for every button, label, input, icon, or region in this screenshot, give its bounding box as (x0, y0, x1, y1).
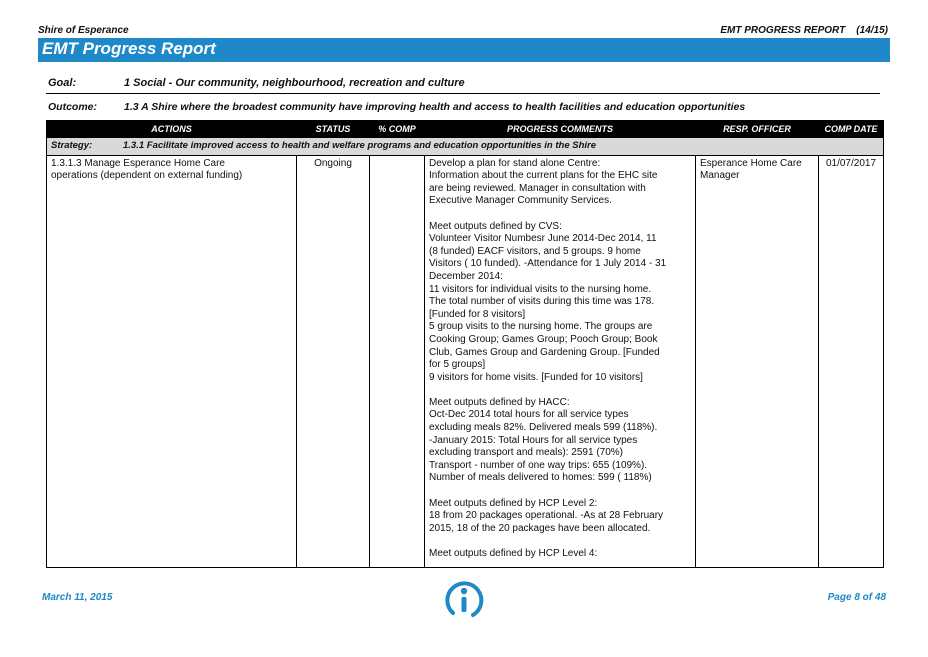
resp-officer-cell (696, 155, 819, 567)
col-progress-comments: PROGRESS COMMENTS (425, 121, 696, 138)
title-banner (38, 38, 890, 62)
footer-date: March 11, 2015 (42, 592, 113, 603)
comment-line: Meet outputs defined by CVS: (429, 220, 562, 232)
comment-gap (429, 485, 691, 498)
action-cell (47, 155, 297, 567)
report-ref: EMT PROGRESS REPORT (14/15) (720, 25, 888, 36)
comment-line: [Funded for 8 visitors] (429, 308, 526, 320)
comment-line: Number of meals delivered to homes: 599 ( 118%) (429, 472, 652, 484)
progress-comments-cell (425, 155, 696, 567)
col-comp-date: COMP DATE (819, 121, 884, 138)
strategy-cell (47, 138, 884, 156)
comment-gap (429, 208, 691, 221)
table-row (47, 155, 884, 567)
comment-line: Oct-Dec 2014 total hours for all service types (429, 409, 629, 421)
officer-line: Esperance Home Care (700, 157, 802, 169)
comment-line: 9 visitors for home visits. [Funded for 10 visitors] (429, 371, 643, 383)
comp-date-cell: 01/07/2017 (819, 155, 884, 567)
strategy-label: Strategy: (51, 140, 93, 151)
col-status: STATUS (297, 121, 370, 138)
goal-text: 1 Social - Our community, neighbourhood, recreation and culture (124, 77, 465, 89)
col-pct-comp: % COMP (370, 121, 425, 138)
comment-line: Develop a plan for stand alone Centre: (429, 157, 601, 169)
col-actions: ACTIONS (47, 121, 297, 138)
comment-line: Executive Manager Community Services. (429, 195, 612, 207)
comment-line: December 2014: (429, 270, 503, 282)
comment-line: The total number of visits during this time was 178. (429, 296, 655, 308)
comment-line: Volunteer Visitor Numbesr June 2014-Dec 2014, 11 (429, 233, 657, 245)
status-cell: Ongoing (297, 155, 370, 567)
comment-line: excluding meals 82%. Delivered meals 599 (118%). (429, 422, 658, 434)
comment-line: 18 from 20 packages operational. -As at 28 February (429, 510, 664, 522)
officer-line: Manager (700, 170, 740, 182)
pct-comp-cell (370, 155, 425, 567)
comment-line: Information about the current plans for the EHC site (429, 170, 658, 182)
comment-line: -January 2015: Total Hours for all service types (429, 434, 638, 446)
comment-line: Transport - number of one way trips: 655 (109%). (429, 459, 648, 471)
comment-line: excluding transport and meals): 2591 (70%) (429, 447, 623, 459)
comment-line: 5 group visits to the nursing home. The groups are (429, 321, 653, 333)
comment-line: Meet outputs defined by HCP Level 2: (429, 497, 598, 509)
outcome-label: Outcome: (48, 101, 98, 113)
strategy-text: 1.3.1 Facilitate improved access to health and welfare programs and education opportunities in the Shire (123, 140, 597, 151)
goal-label: Goal: (48, 77, 77, 89)
comment-line: for 5 groups] (429, 359, 486, 371)
comment-line: Club, Games Group and Gardening Group. [Funded (429, 346, 660, 358)
table-header-row (47, 121, 884, 138)
comment-line: are being reviewed. Manager in consultation with (429, 182, 646, 194)
comment-line: Cooking Group; Games Group; Pooch Group; Book (429, 333, 658, 345)
progress-table (46, 120, 884, 568)
goal-divider (46, 93, 880, 94)
info-logo-icon (443, 577, 487, 621)
comment-line: 11 visitors for individual visits to the nursing home. (429, 283, 652, 295)
strategy-row (47, 138, 884, 156)
action-line: operations (dependent on external funding) (51, 170, 243, 182)
comment-line: 2015, 18 of the 20 packages have been allocated. (429, 522, 651, 534)
outcome-text: 1.3 A Shire where the broadest community have improving health and access to health facilities and education opportunities (124, 101, 746, 113)
comment-line: Visitors ( 10 funded). -Attendance for 1 July 2014 - 31 (429, 258, 667, 270)
action-line: 1.3.1.3 Manage Esperance Home Care (51, 157, 225, 169)
col-resp-officer: RESP. OFFICER (696, 121, 819, 138)
page-title: EMT Progress Report (42, 39, 216, 58)
comment-line: (8 funded) EACF visitors, and 5 groups. 9 home (429, 245, 641, 257)
org-name: Shire of Esperance (38, 25, 129, 36)
comment-line: Meet outputs defined by HACC: (429, 396, 570, 408)
comment-gap (429, 535, 691, 548)
comment-gap (429, 384, 691, 397)
comment-line: Meet outputs defined by HCP Level 4: (429, 548, 598, 559)
footer-page: Page 8 of 48 (827, 592, 886, 603)
